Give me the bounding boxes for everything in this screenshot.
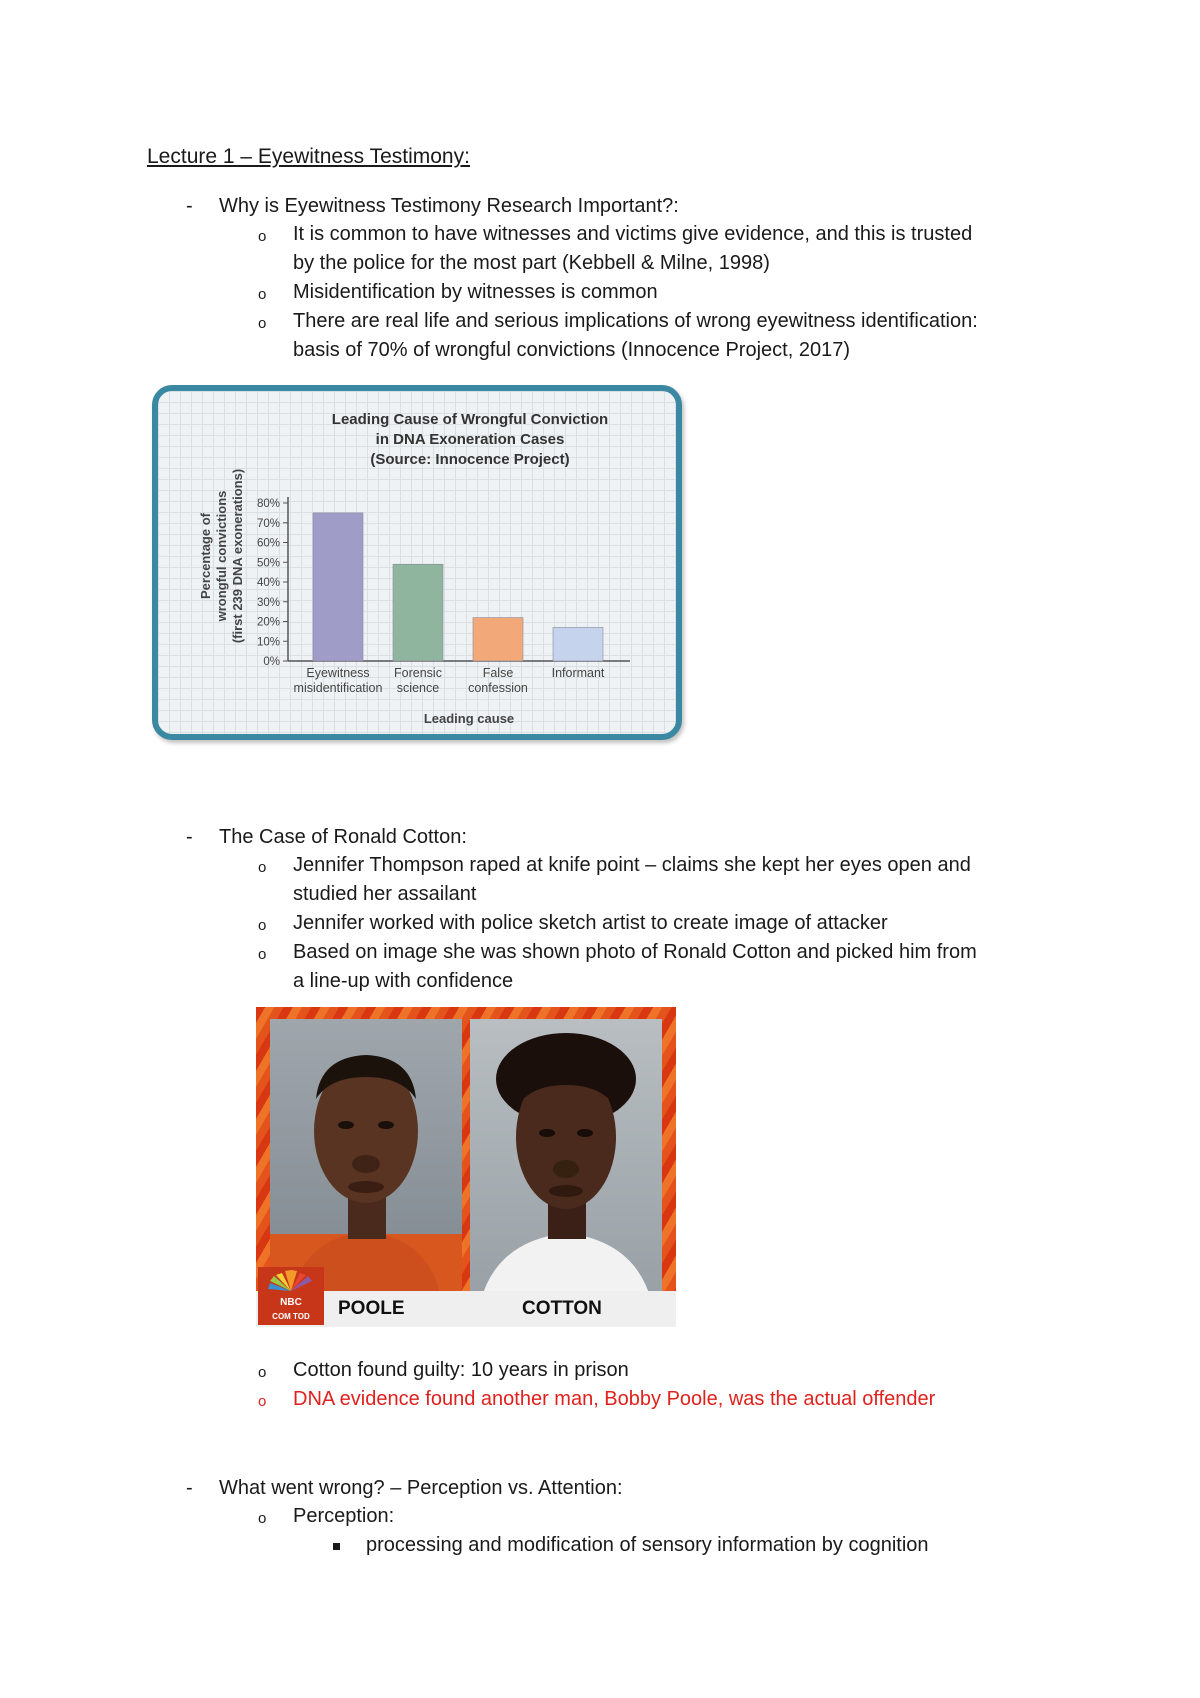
mugshot-photo <box>256 1007 676 1327</box>
list-item: Jennifer worked with police sketch artist to create image of attacker <box>293 912 888 934</box>
list-item: It is common to have witnesses and victims give evidence, and this is trusted <box>293 223 973 245</box>
circle-bullet: o <box>258 946 267 963</box>
y-axis-label-line-1: Percentage of <box>198 513 213 599</box>
logo-subtext: COM TOD <box>272 1312 310 1321</box>
list-item-continuation: studied her assailant <box>293 883 477 905</box>
list-item-continuation: by the police for the most part (Kebbell & Milne, 1998) <box>293 252 770 274</box>
x-category-label: False <box>482 666 514 680</box>
list-item: There are real life and serious implications of wrong eyewitness identification: <box>293 310 978 332</box>
circle-bullet: o <box>258 228 267 245</box>
y-tick-label: 80% <box>256 498 280 510</box>
y-tick-label: 30% <box>256 596 280 609</box>
y-tick-label: 40% <box>256 577 280 589</box>
x-category-label: misidentification <box>293 681 383 695</box>
mugshot-cotton <box>470 1019 662 1303</box>
list-item: Perception: <box>293 1505 395 1527</box>
y-axis-label-line-2: wrongful convictions <box>214 490 229 622</box>
y-axis-label-line-3: (first 239 DNA exonerations) <box>230 468 245 644</box>
label-cotton: COTTON <box>522 1298 602 1319</box>
list-item: Jennifer Thompson raped at knife point – claims she kept her eyes open and <box>293 854 971 876</box>
y-tick-label: 0% <box>263 656 280 668</box>
bar <box>553 627 603 661</box>
x-category-label: Forensic <box>394 666 442 680</box>
x-category-label: Informant <box>551 666 605 680</box>
bar <box>393 564 443 661</box>
y-tick-label: 50% <box>256 557 280 570</box>
list-item: Misidentification by witnesses is common <box>293 281 658 303</box>
list-item-nested: processing and modification of sensory information by cognition <box>366 1534 929 1556</box>
y-tick-label: 70% <box>256 517 280 530</box>
section-heading-ronald-cotton: The Case of Ronald Cotton: <box>219 826 467 848</box>
logo-text: NBC <box>280 1297 302 1308</box>
chart-canvas <box>158 391 676 734</box>
list-item-continuation: a line-up with confidence <box>293 970 514 992</box>
chart-title-line-2: in DNA Exoneration Cases <box>375 431 565 448</box>
circle-bullet: o <box>258 315 267 332</box>
bar <box>473 618 523 661</box>
y-tick-label: 60% <box>256 537 280 550</box>
dash-bullet: - <box>186 826 193 848</box>
square-bullet <box>333 1543 340 1550</box>
chart-title-line-3: (Source: Innocence Project) <box>370 451 570 468</box>
circle-bullet: o <box>258 1364 267 1381</box>
x-category-label: Eyewitness <box>306 666 370 680</box>
dash-bullet: - <box>186 1477 193 1499</box>
circle-bullet: o <box>258 286 267 303</box>
y-tick-label: 20% <box>256 616 280 629</box>
page-title: Lecture 1 – Eyewitness Testimony: <box>147 145 470 168</box>
list-item: Cotton found guilty: 10 years in prison <box>293 1359 629 1381</box>
section-heading-importance: Why is Eyewitness Testimony Research Important?: <box>219 195 679 217</box>
list-item-highlighted: DNA evidence found another man, Bobby Poole, was the actual offender <box>293 1388 936 1410</box>
circle-bullet: o <box>258 1510 267 1527</box>
x-axis-label: Leading cause <box>423 711 515 726</box>
x-category-label: science <box>396 681 440 695</box>
label-poole: POOLE <box>338 1298 405 1319</box>
circle-bullet: o <box>258 917 267 934</box>
mugshot-poole <box>270 1019 462 1303</box>
chart-title-line-1: Leading Cause of Wrongful Conviction <box>331 411 609 428</box>
nbc-logo <box>258 1267 324 1325</box>
y-tick-label: 10% <box>256 636 280 649</box>
section-heading-what-went-wrong: What went wrong? – Perception vs. Attention: <box>219 1477 623 1499</box>
circle-bullet: o <box>258 1393 267 1410</box>
wrongful-conviction-chart <box>152 385 682 740</box>
dash-bullet: - <box>186 195 193 217</box>
list-item-continuation: basis of 70% of wrongful convictions (Innocence Project, 2017) <box>293 339 850 361</box>
list-item: Based on image she was shown photo of Ronald Cotton and picked him from <box>293 941 977 963</box>
x-category-label: confession <box>468 681 528 695</box>
circle-bullet: o <box>258 859 267 876</box>
bar <box>313 513 363 661</box>
